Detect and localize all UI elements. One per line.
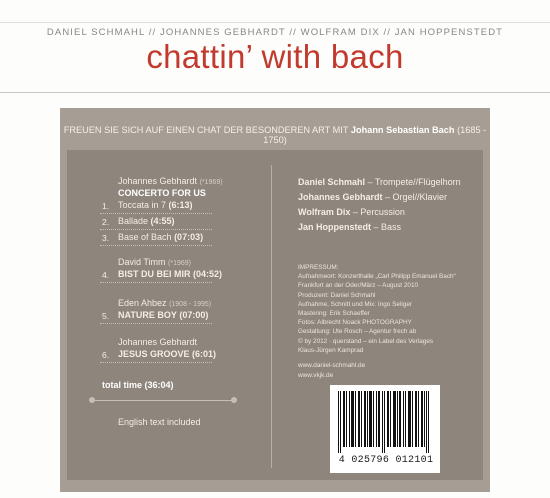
track-4: BIST DU BEI MIR (04:52) <box>118 269 223 279</box>
track-rule-4 <box>100 282 212 283</box>
track-num-1: 1. <box>102 201 110 211</box>
column-divider <box>271 165 272 468</box>
musician-1: Daniel Schmahl – Trompete//Flügelhorn <box>298 177 461 187</box>
track-num-5: 5. <box>102 311 110 321</box>
subtitle-lead: FREUEN SIE SICH AUF EINEN CHAT DER BESONDEREN ART MIT <box>63 125 349 135</box>
track-6: JESUS GROOVE (6:01) <box>118 349 217 359</box>
composer-2: David Timm (*1969) <box>118 257 191 267</box>
impressum-line: Frankfurt an der Oder/März – August 2010 <box>298 282 419 290</box>
barcode-bars <box>338 391 434 453</box>
track-rule-1 <box>100 213 212 214</box>
impressum-line: Fotos: Albrecht Noack PHOTOGRAPHY <box>298 319 412 327</box>
track-num-6: 6. <box>102 350 110 360</box>
title-divider <box>0 92 550 93</box>
impressum-line: IMPRESSUM: <box>298 264 339 271</box>
impressum-line: Klaus-Jürgen Kamprad <box>298 346 364 354</box>
tracklist-end-rule <box>92 400 234 401</box>
website-daniel[interactable]: www.daniel-schmahl.de <box>298 362 366 369</box>
impressum-line: Aufnahme, Schnitt und Mix: Ingo Seliger <box>298 300 413 308</box>
subtitle-years: (1685 - 1750) <box>263 125 487 145</box>
impressum <box>298 263 456 355</box>
total-time: total time (36:04) <box>102 380 174 390</box>
composer-3: Eden Ahbez (1908 - 1995) <box>118 298 212 308</box>
track-rule-2 <box>100 229 212 230</box>
track-num-2: 2. <box>102 217 110 227</box>
impressum-line: Gestaltung: Ute Rosch – Agentur frech ab <box>298 328 417 336</box>
english-note: English text included <box>118 417 201 427</box>
rule-dot-left <box>89 397 95 403</box>
composer-4: Johannes Gebhardt <box>118 337 198 347</box>
subtitle-line <box>60 125 490 145</box>
musician-3: Wolfram Dix – Percussion <box>298 207 405 217</box>
musician-2: Johannes Gebhardt – Orgel//Klavier <box>298 192 448 202</box>
work-title: CONCERTO FOR US <box>118 188 206 198</box>
barcode-number: 4 025796 012101 <box>338 455 434 466</box>
rule-dot-right <box>231 397 237 403</box>
track-5: NATURE BOY (07:00) <box>118 310 209 320</box>
website-label[interactable]: www.vkjk.de <box>298 372 334 379</box>
track-rule-5 <box>100 323 212 324</box>
subtitle-name: Johann Sebastian Bach <box>350 125 455 135</box>
track-num-4: 4. <box>102 270 110 280</box>
artists-line: DANIEL SCHMAHL // JOHANNES GEBHARDT // WOLFRAM DIX // JAN HOPPENSTEDT <box>46 27 504 38</box>
track-3: Base of Bach (07:03) <box>118 232 204 242</box>
barcode <box>330 385 440 473</box>
impressum-line: Mastering: Erik Schaeffer <box>298 310 370 318</box>
musician-4: Jan Hoppenstedt – Bass <box>298 222 402 232</box>
track-rule-3 <box>100 245 212 246</box>
impressum-line: Produzent: Daniel Schmahl <box>298 291 376 299</box>
impressum-line: Aufnahmeort: Konzerthalle „Carl Philipp Emanuel Bach“ <box>298 273 456 281</box>
top-divider <box>0 22 550 23</box>
composer-1: Johannes Gebhardt (*1969) <box>118 176 223 186</box>
track-num-3: 3. <box>102 233 110 243</box>
album-title: chattin’ with bach <box>146 38 404 75</box>
track-1: Toccata in 7 (6:13) <box>118 200 193 210</box>
track-2: Ballade (4:55) <box>118 216 175 226</box>
track-rule-6 <box>100 362 212 363</box>
impressum-line: © by 2012 · querstand – ein Label des Verlages <box>298 337 434 345</box>
